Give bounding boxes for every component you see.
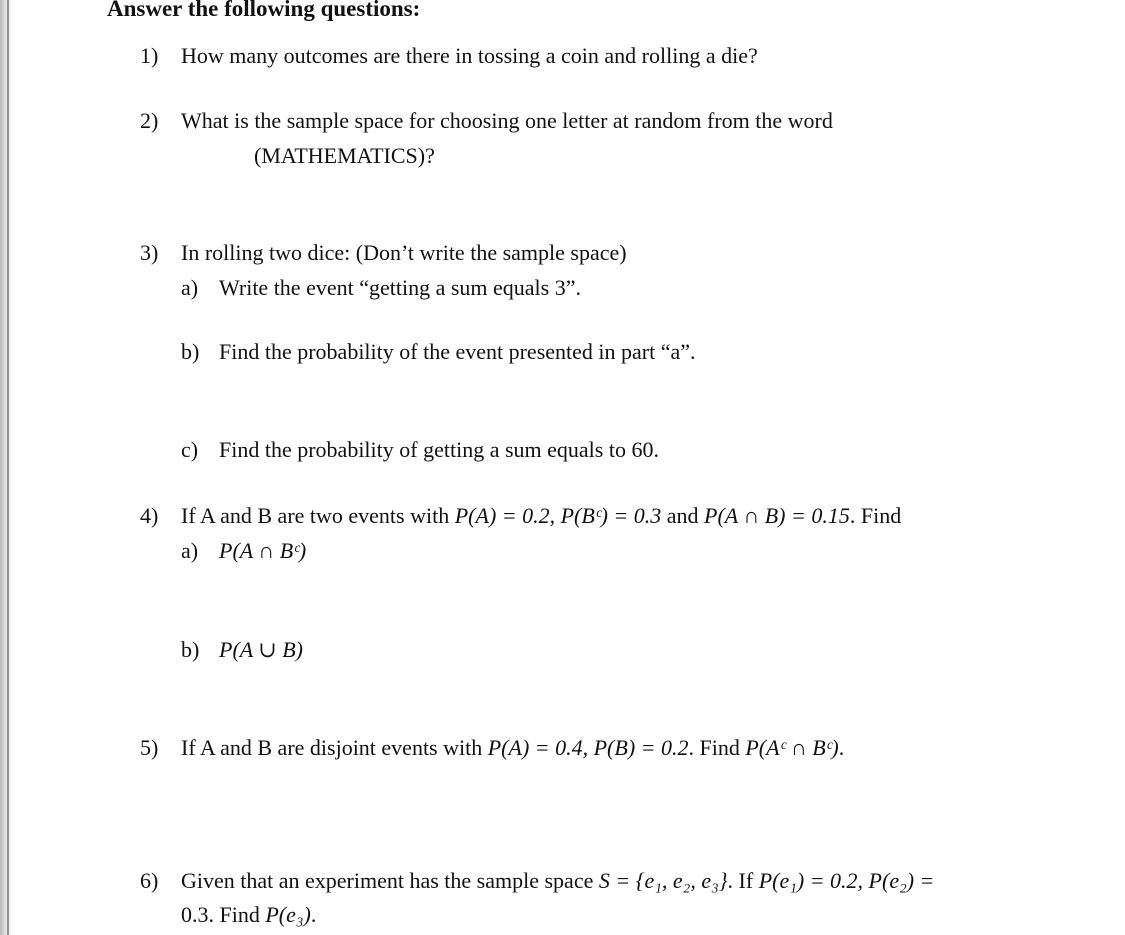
q3-number: 3): [140, 240, 159, 265]
q5-probabilities: P(A) = 0.4, P(B) = 0.2: [487, 735, 689, 760]
page-heading: Answer the following questions:: [107, 0, 421, 21]
q6-sample-space: S = {e₁, e₂, e₃}: [598, 868, 728, 893]
q6-probabilities: P(e₁) = 0.2, P(e₂) =: [758, 868, 935, 893]
q3b-label: b): [181, 339, 200, 364]
q5-end: .: [838, 735, 845, 760]
q1-number: 1): [140, 43, 159, 68]
q4-number: 4): [140, 503, 159, 528]
q4-prob-a-and-b: P(A ∩ B) = 0.15: [704, 503, 850, 528]
q3a-text: Write the event “getting a sum equals 3”.: [219, 275, 581, 300]
q4-prob-a: P(A) = 0.2,: [454, 503, 561, 528]
q4b-label: b): [181, 637, 200, 662]
q5-find: . Find: [688, 735, 746, 760]
q5-text: [181, 735, 844, 761]
q2-text-line2: (MATHEMATICS)?: [254, 143, 435, 168]
q4a-label: a): [181, 538, 199, 563]
q4-text-suffix: . Find: [849, 503, 902, 528]
q3a-label: a): [181, 275, 199, 300]
q5-text-prefix: If A and B are disjoint events with: [181, 735, 488, 760]
q3c-label: c): [181, 437, 199, 462]
q6-if: . If: [727, 868, 759, 893]
q4-prob-bc: P(Bᶜ) = 0.3: [560, 503, 662, 528]
q6-line2-prefix: 0.3. Find: [181, 902, 266, 927]
q4-and: and: [661, 503, 705, 528]
q2-number: 2): [140, 108, 159, 133]
q4-text-prefix: If A and B are two events with: [181, 503, 455, 528]
q4-text: [181, 503, 901, 529]
page-left-border-line: [7, 0, 9, 935]
q2-text-line1: What is the sample space for choosing one letter at random from the word: [181, 108, 833, 133]
q3-text: In rolling two dice: (Don’t write the sample space): [181, 240, 627, 265]
q3b-text: Find the probability of the event presented in part “a”.: [219, 339, 696, 364]
q3c-text: Find the probability of getting a sum equals to 60.: [219, 437, 659, 462]
q4a-expression: P(A ∩ Bᶜ): [219, 538, 307, 563]
q6-number: 6): [140, 868, 159, 893]
q4b-expression: P(A ∪ B): [219, 637, 304, 662]
q5-expression: P(Aᶜ ∩ Bᶜ): [745, 735, 839, 760]
q6-text-prefix: Given that an experiment has the sample space: [181, 868, 599, 893]
q6-text-line2: [181, 902, 316, 928]
q6-line2-expression: P(e₃): [265, 902, 311, 927]
q1-text: How many outcomes are there in tossing a coin and rolling a die?: [181, 43, 758, 68]
q6-text-line1: [181, 868, 934, 894]
q6-line2-end: .: [310, 902, 317, 927]
q5-number: 5): [140, 735, 159, 760]
